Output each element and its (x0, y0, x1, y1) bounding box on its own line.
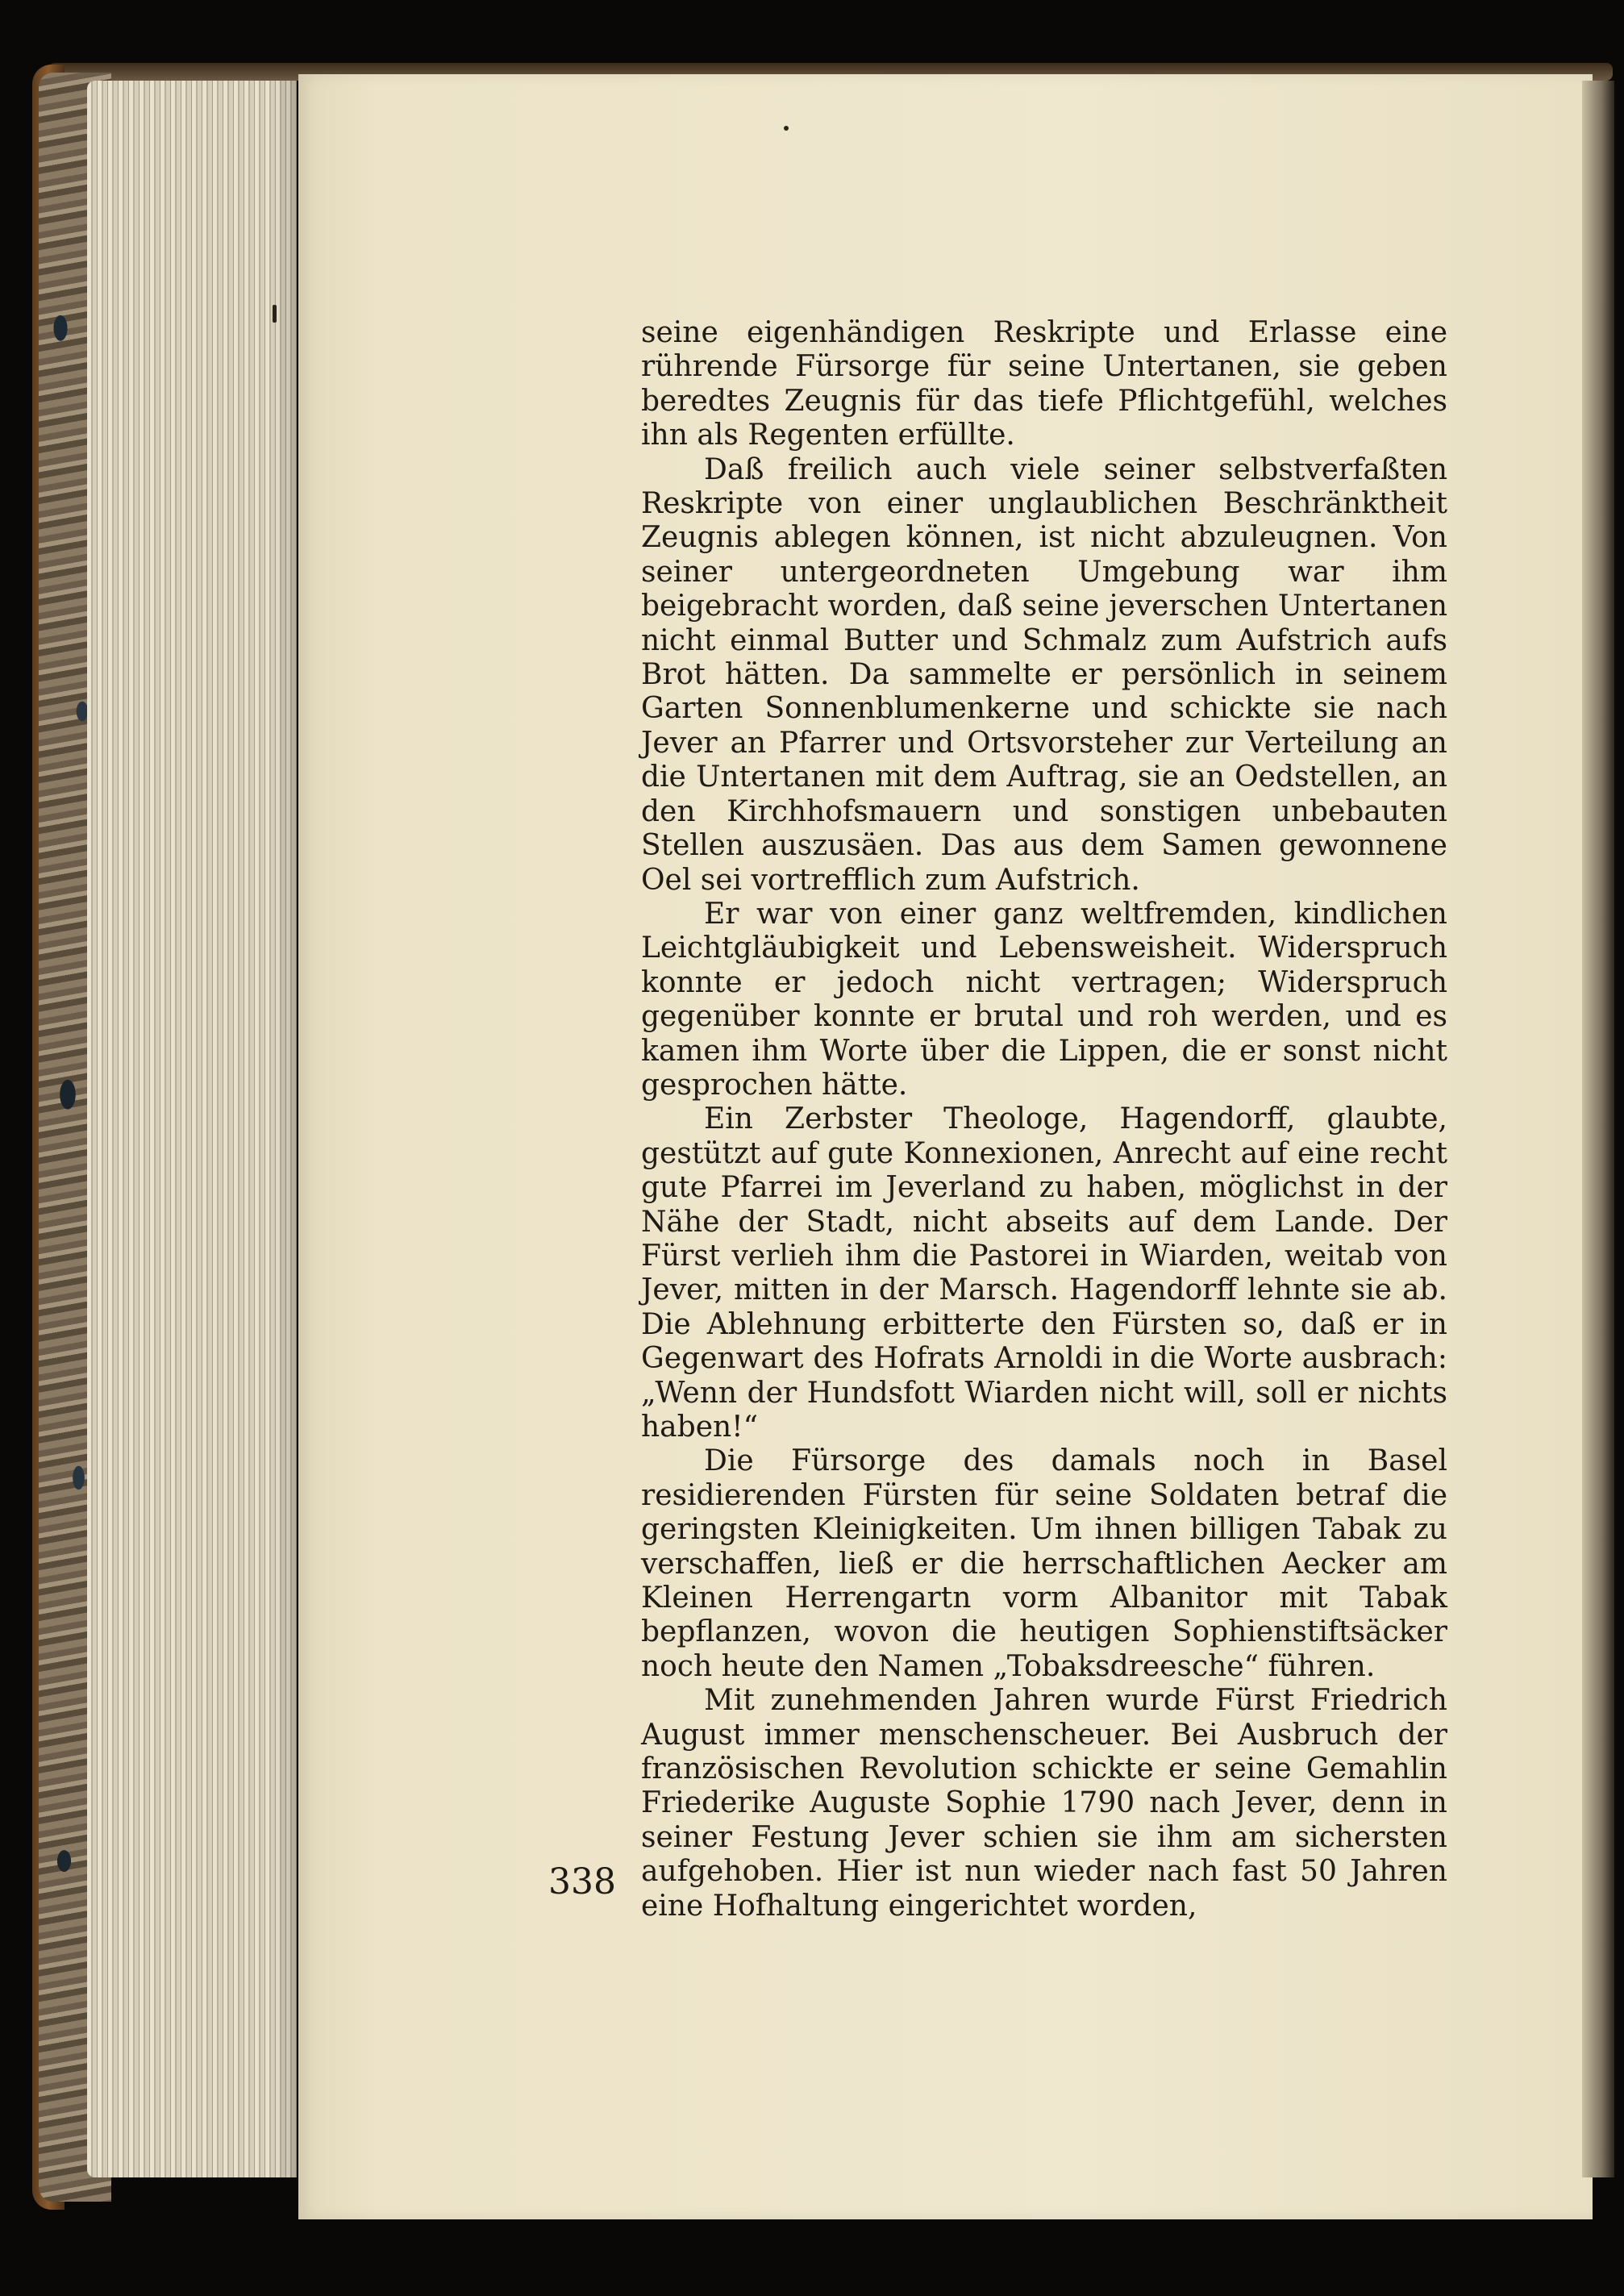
paragraph: Die Fürsorge des damals noch in Basel residierenden Fürsten für seine Soldaten betraf die geringsten Kleinigkeiten. Um ihnen billigen Tabak zu verschaffen, ließ er die herrschaftlichen Aecker am Kleinen Herrengartn vorm Albanitor mit Tabak bepflanzen, wovon die heutigen Sophienstiftsäcker noch heute den Namen „Tobaksdreesche“ führen. (641, 1444, 1447, 1683)
paragraph: Daß freilich auch viele seiner selbstverfaßten Reskripte von einer unglaublichen Beschränktheit Zeugnis ablegen können, ist nicht abzuleugnen. Von seiner untergeordneten Umgebung war ihm beigebracht worden, daß seine jeverschen Untertanen nicht einmal Butter und Schmalz zum Aufstrich aufs Brot hätten. Da sammelte er persönlich in seinem Garten Sonnenblumenkerne und schickte sie nach Jever an Pfarrer und Ortsvorsteher zur Verteilung an die Untertanen mit dem Auftrag, sie an Oedstellen, an den Kirchhofsmauern und sonstigen unbebauten Stellen auszusäen. Das aus dem Samen gewonnene Oel sei vortrefflich zum Aufstrich. (641, 452, 1447, 897)
page-number: 338 (548, 1861, 616, 1902)
paragraph: seine eigenhändigen Reskripte und Erlasse eine rührende Fürsorge für seine Untertanen, sie geben beredtes Zeugnis für das tiefe Pflichtgefühl, welches ihn als Regenten erfüllte. (641, 316, 1447, 452)
paragraph: Er war von einer ganz weltfremden, kindlichen Leichtgläubigkeit und Lebensweisheit. Widerspruch konnte er jedoch nicht vertragen; Widerspruch gegenüber konnte er brutal und roh werden, und es kamen ihm Worte über die Lippen, die er sonst nicht gesprochen hätte. (641, 897, 1447, 1102)
paper-speck (273, 305, 277, 323)
page-gutter-shadow (1582, 81, 1614, 2177)
body-text (641, 316, 1447, 1923)
page-block-edges (87, 81, 297, 2177)
paragraph: Ein Zerbster Theologe, Hagendorff, glaubte, gestützt auf gute Konnexionen, Anrecht auf eine recht gute Pfarrei im Jeverland zu haben, möglichst in der Nähe der Stadt, nicht abseits auf dem Lande. Der Fürst verlieh ihm die Pastorei in Wiarden, weitab von Jever, mitten in der Marsch. Hagendorff lehnte sie ab. Die Ablehnung erbitterte den Fürsten so, daß er in Gegenwart des Hofrats Arnoldi in die Worte ausbrach: „Wenn der Hundsfott Wiarden nicht will, soll er nichts haben!“ (641, 1102, 1447, 1444)
paragraph: Mit zunehmenden Jahren wurde Fürst Friedrich August immer menschenscheuer. Bei Ausbruch der französischen Revolution schickte er seine Gemahlin Friederike Auguste Sophie 1790 nach Jever, denn in seiner Festung Jever schien sie ihm am sichersten aufgehoben. Hier ist nun wieder nach fast 50 Jahren eine Hofhaltung eingerichtet worden, (641, 1684, 1447, 1923)
paper-speck (784, 126, 789, 131)
